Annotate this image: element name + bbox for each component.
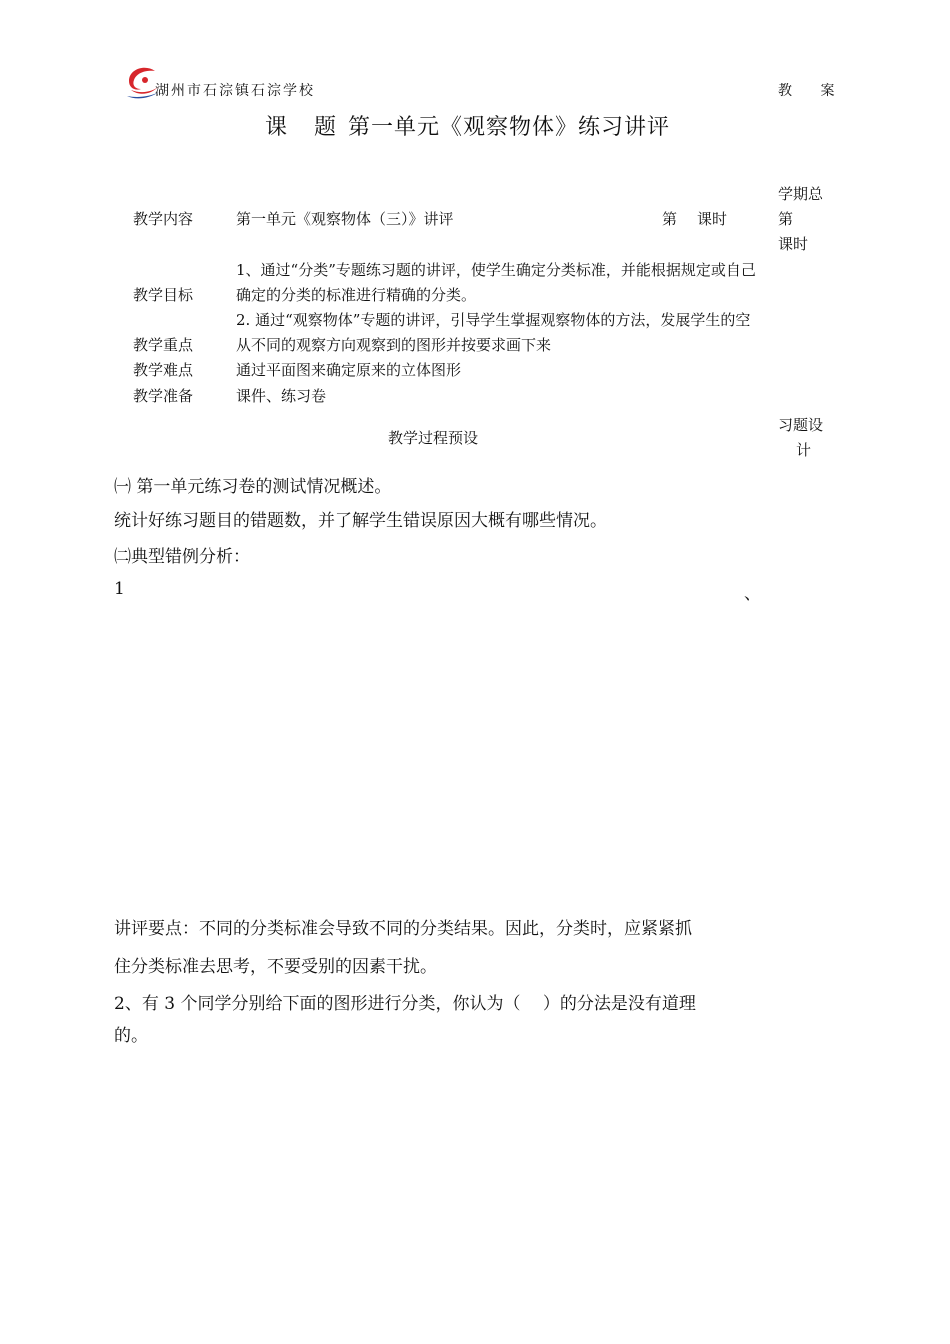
question-2-line-1: 2、有 3 个同学分别给下面的图形进行分类，你认为（ ）的分法是没有道理: [114, 994, 696, 1014]
section-1-heading: ㈠ 第一单元练习卷的测试情况概述。: [114, 477, 392, 497]
exercise-design-line-1: 习题设: [778, 416, 824, 434]
page-title: 第一单元《观察物体》练习讲评: [348, 115, 671, 140]
item-1-number: 1: [114, 579, 125, 599]
semester-line-1: 学期总: [778, 185, 824, 203]
goal-2: 2. 通过“观察物体”专题的讲评，引导学生掌握观察物体的方法，发展学生的空: [236, 311, 751, 329]
difficulty-value: 通过平面图来确定原来的立体图形: [236, 361, 462, 379]
goal-1-line-2: 确定的分类的标准进行精确的分类。: [236, 286, 477, 304]
semester-line-3: 课时: [778, 235, 809, 253]
comment-line-1: 讲评要点：不同的分类标准会导致不同的分类结果。因此，分类时，应紧紧抓: [114, 919, 692, 939]
key-point-label: 教学重点: [133, 336, 194, 354]
exercise-design-line-2: 计: [796, 441, 812, 459]
goal-label: 教学目标: [133, 286, 194, 304]
title-label: 课 题: [265, 115, 346, 140]
lesson-word-1: 第: [662, 210, 678, 228]
lesson-word-2: 课时: [697, 210, 728, 228]
comment-line-2: 住分类标准去思考，不要受别的因素干扰。: [114, 957, 437, 977]
preparation-value: 课件、练习卷: [236, 387, 327, 405]
section-2-heading: ㈡典型错例分析：: [114, 547, 250, 567]
content-value: 第一单元《观察物体（三）》讲评: [236, 210, 454, 228]
school-name: 湖州市石淙镇石淙学校: [155, 83, 315, 99]
document-type: 教 案: [778, 83, 847, 99]
preparation-label: 教学准备: [133, 387, 194, 405]
process-label: 教学过程预设: [388, 429, 479, 447]
goal-1-line-1: 1、通过“分类”专题练习题的讲评，使学生确定分类标准，并能根据规定或自己: [236, 261, 756, 279]
section-1-paragraph: 统计好练习题目的错题数，并了解学生错误原因大概有哪些情况。: [114, 511, 607, 531]
question-2-line-2: 的。: [114, 1026, 148, 1046]
difficulty-label: 教学难点: [133, 361, 194, 379]
semester-line-2: 第: [778, 210, 794, 228]
key-point-value: 从不同的观察方向观察到的图形并按要求画下来: [236, 336, 552, 354]
content-label: 教学内容: [133, 210, 194, 228]
item-1-mark: 、: [744, 584, 761, 604]
